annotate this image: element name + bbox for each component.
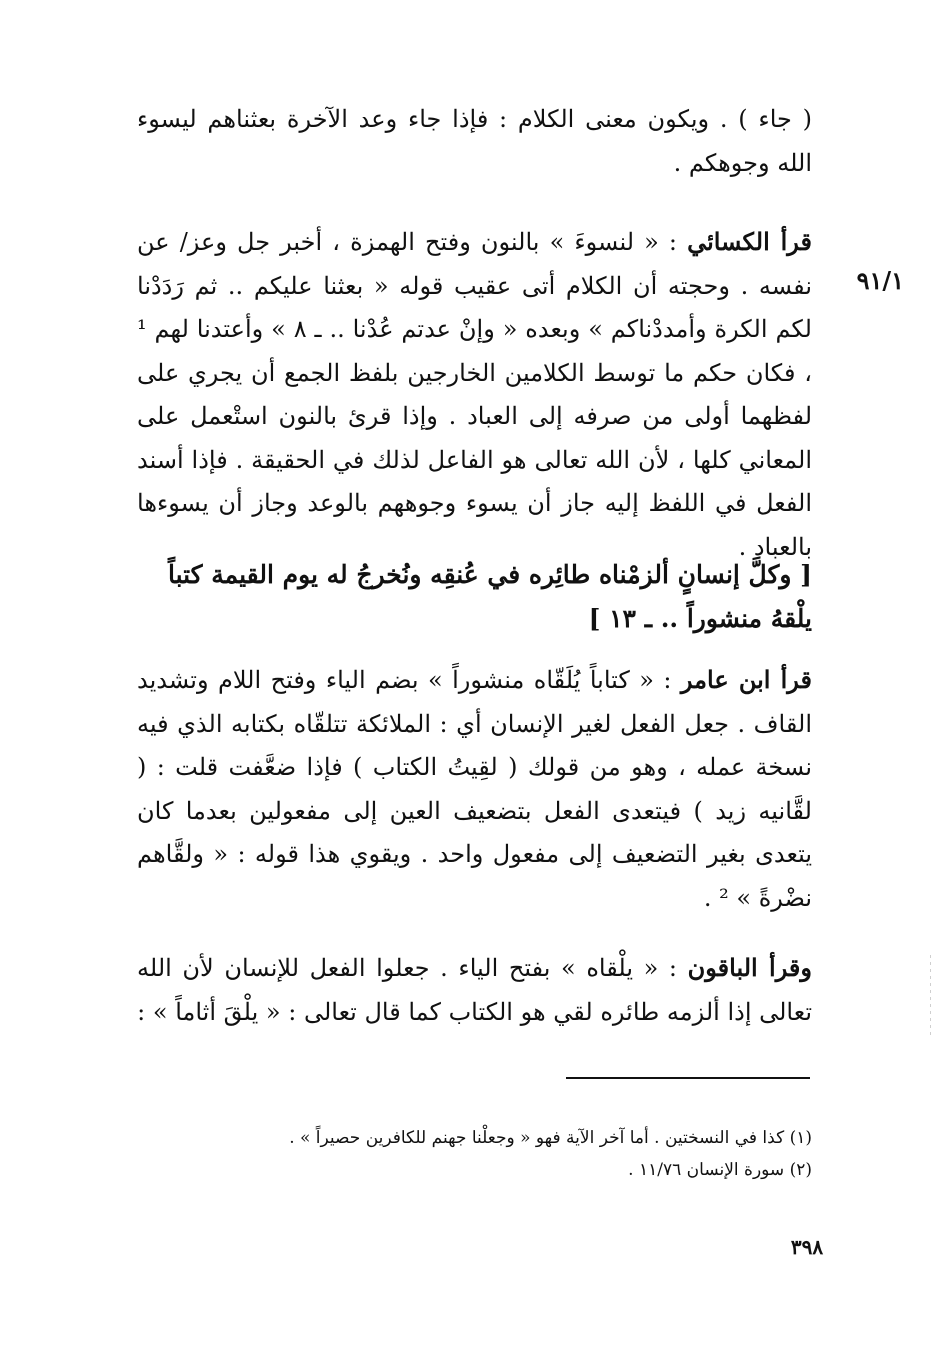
page-number: ٣٩٨	[790, 1235, 824, 1259]
paragraph-others	[137, 946, 812, 1034]
footnote-2: (٢) سورة الإنسان ١١/٧٦ .	[628, 1160, 812, 1180]
paragraph-text: : « لنسوءَ » بالنون وفتح الهمزة ، أخبر جل وعز/ عن نفسه . وحجته أن الكلام أتى عقيب قوله « بعثنا عليكم .. ثم رَدَدْنا لكم الكرة وأمددْناكم » وبعده « وإنْ عدتم عُدْنا .. ـ ٨ » وأعتدنا لهم ¹ ، فكان حكم ما توسط الكلامين الخارجين بلفظ الجمع أن يجري على لفظهما أولى من صرفه إلى العباد . وإذا قرئ بالنون استْعمل على المعاني كلها ، لأن الله تعالى هو الفاعل لذلك في الحقيقة . فإذا أسند الفعل في اللفظ إليه جاز أن يسوء وجوههم بالوعد وجاز أن يسوءها بالعباد .	[137, 228, 812, 561]
paragraph-text: : « يلْقاه » بفتح الياء . جعلوا الفعل للإنسان لأن الله تعالى إذا ألزمه طائره لقي هو الكتاب كما قال تعالى : « يلْقَ أثاماً » :	[137, 954, 812, 1026]
paragraph-intro	[137, 98, 812, 185]
footnote-divider	[566, 1077, 810, 1079]
paragraph-kisai	[137, 220, 812, 569]
footnote-1: (١) كذا في النسختين . أما آخر الآية فهو « وجعلْنا جهنم للكافرين حصيراً » .	[289, 1128, 812, 1148]
reader-name: وقرأ الباقون	[687, 953, 812, 982]
paragraph-text: ( جاء ) . ويكون معنى الكلام : فإذا جاء وعد الآخرة بعثناهم ليسوء الله وجوهكم .	[137, 105, 812, 177]
footnotes	[137, 1122, 812, 1186]
reader-name: قرأ ابن عامر	[680, 665, 812, 694]
quran-verse: [ وكلَّ إنسانٍ ألزمْناه طائِره في عُنقِه ونُخرجُ له يوم القيمة كتباً يلْقهُ منشوراً .. ـ ١٣ ]	[167, 560, 812, 633]
scan-edge-mark	[930, 955, 931, 1035]
reader-name: قرأ الكسائي	[687, 227, 812, 256]
margin-reference: ٩١/١	[856, 266, 904, 295]
paragraph-ibn-amir	[137, 658, 812, 920]
paragraph-text: : « كتاباً يُلَقّاه منشوراً » بضم الياء وفتح اللام وتشديد القاف . جعل الفعل لغير الإنسان أي : الملائكة تتلقّاه بكتابه الذي فيه نسخة عمله ، وهو من قولك ( لقِيتُ الكتاب ) فإذا ضعَّفت قلت : ( لقَّانيه زيد ) فيتعدى الفعل بتضعيف العين إلى مفعولين بعدما كان يتعدى بغير التضعيف إلى مفعول واحد . ويقوي هذا قوله : « ولقَّاهم نضْرةً » ² .	[137, 666, 812, 912]
